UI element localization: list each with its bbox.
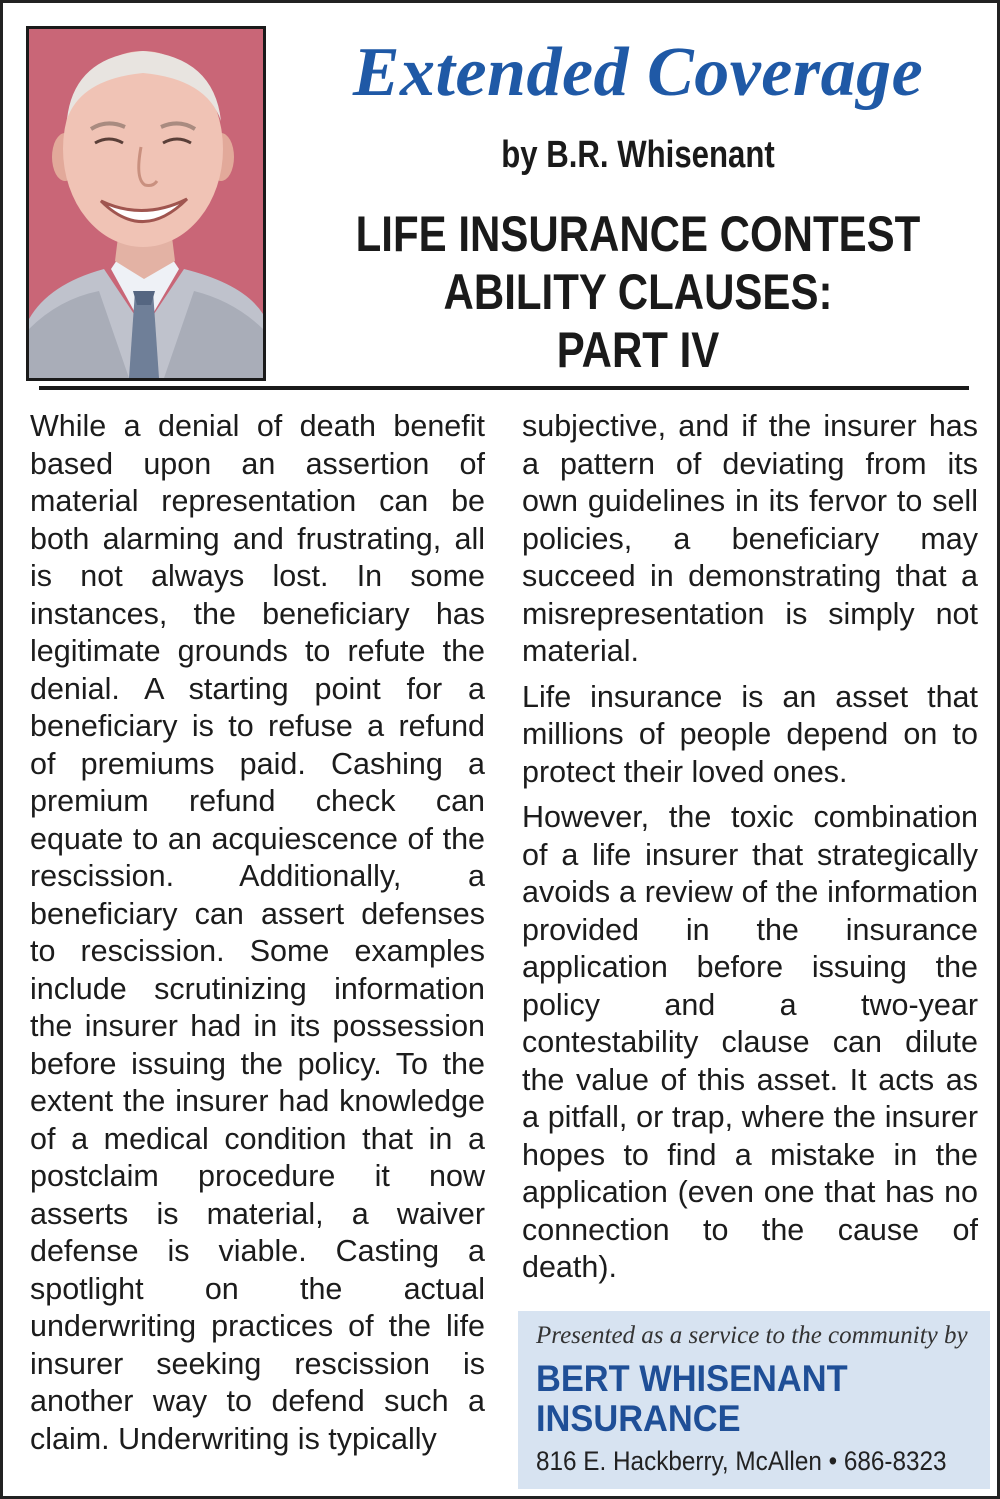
byline: by B.R. Whisenant <box>501 134 775 176</box>
body-column-left <box>30 408 485 1458</box>
headline-line: PART IV <box>556 322 720 378</box>
body-paragraph: Life insurance is an asset that millions of people depend on to protect their loved ones. <box>522 679 978 789</box>
divider <box>39 386 969 390</box>
body-column-right <box>522 408 978 1295</box>
column-title: Extended Coverage <box>352 34 924 111</box>
body-paragraph: However, the toxic combination of a life insurer that strategically avoids a review of the information provided in the insurance application before issuing the policy and a two-year contestability clause can dilute the value of this asset. It acts as a pitfall, or trap, where the insurer hopes to find a mistake in the application (even one that has no connection to the cause of death). <box>522 800 978 1284</box>
sponsor-name-line: BERT WHISENANT <box>536 1358 848 1399</box>
sponsor-intro: Presented as a service to the community by <box>536 1322 968 1349</box>
body-paragraph: subjective, and if the insurer has a pattern of deviating from its own guidelines in its fervor to sell policies, a beneficiary may succeed in demonstrating that a misrepresentation is simply not material. <box>522 409 978 668</box>
headline <box>348 205 928 379</box>
headline-line: LIFE INSURANCE CONTEST <box>355 206 921 262</box>
sponsor-name-line: INSURANCE <box>536 1398 741 1439</box>
headline-line: ABILITY CLAUSES: <box>443 264 833 320</box>
author-photo <box>26 26 266 381</box>
sponsor-box <box>518 1311 990 1489</box>
sponsor-address: 816 E. Hackberry, McAllen • 686-8323 <box>536 1446 947 1476</box>
sponsor-name <box>536 1359 958 1439</box>
body-paragraph: While a denial of death benefit based upon an assertion of material representation can be both alarming and frustrating, all is not always lost. In some instances, the beneficiary has legitimate grounds to refute the denial. A starting point for a beneficiary is to refuse a refund of premiums paid. Cashing a premium refund check can equate to an acquiescence of the rescission. Additionally, a beneficiary can assert defenses to rescission. Some examples include scrutinizing information the insurer had in its possession before issuing the policy. To the extent the insurer had knowledge of a medical condition that in a postclaim procedure it now asserts is material, a waiver defense is viable. Casting a spotlight on the actual underwriting practices of the life insurer seeking rescission is another way to defend such a claim. Underwriting is typically <box>30 409 485 1456</box>
